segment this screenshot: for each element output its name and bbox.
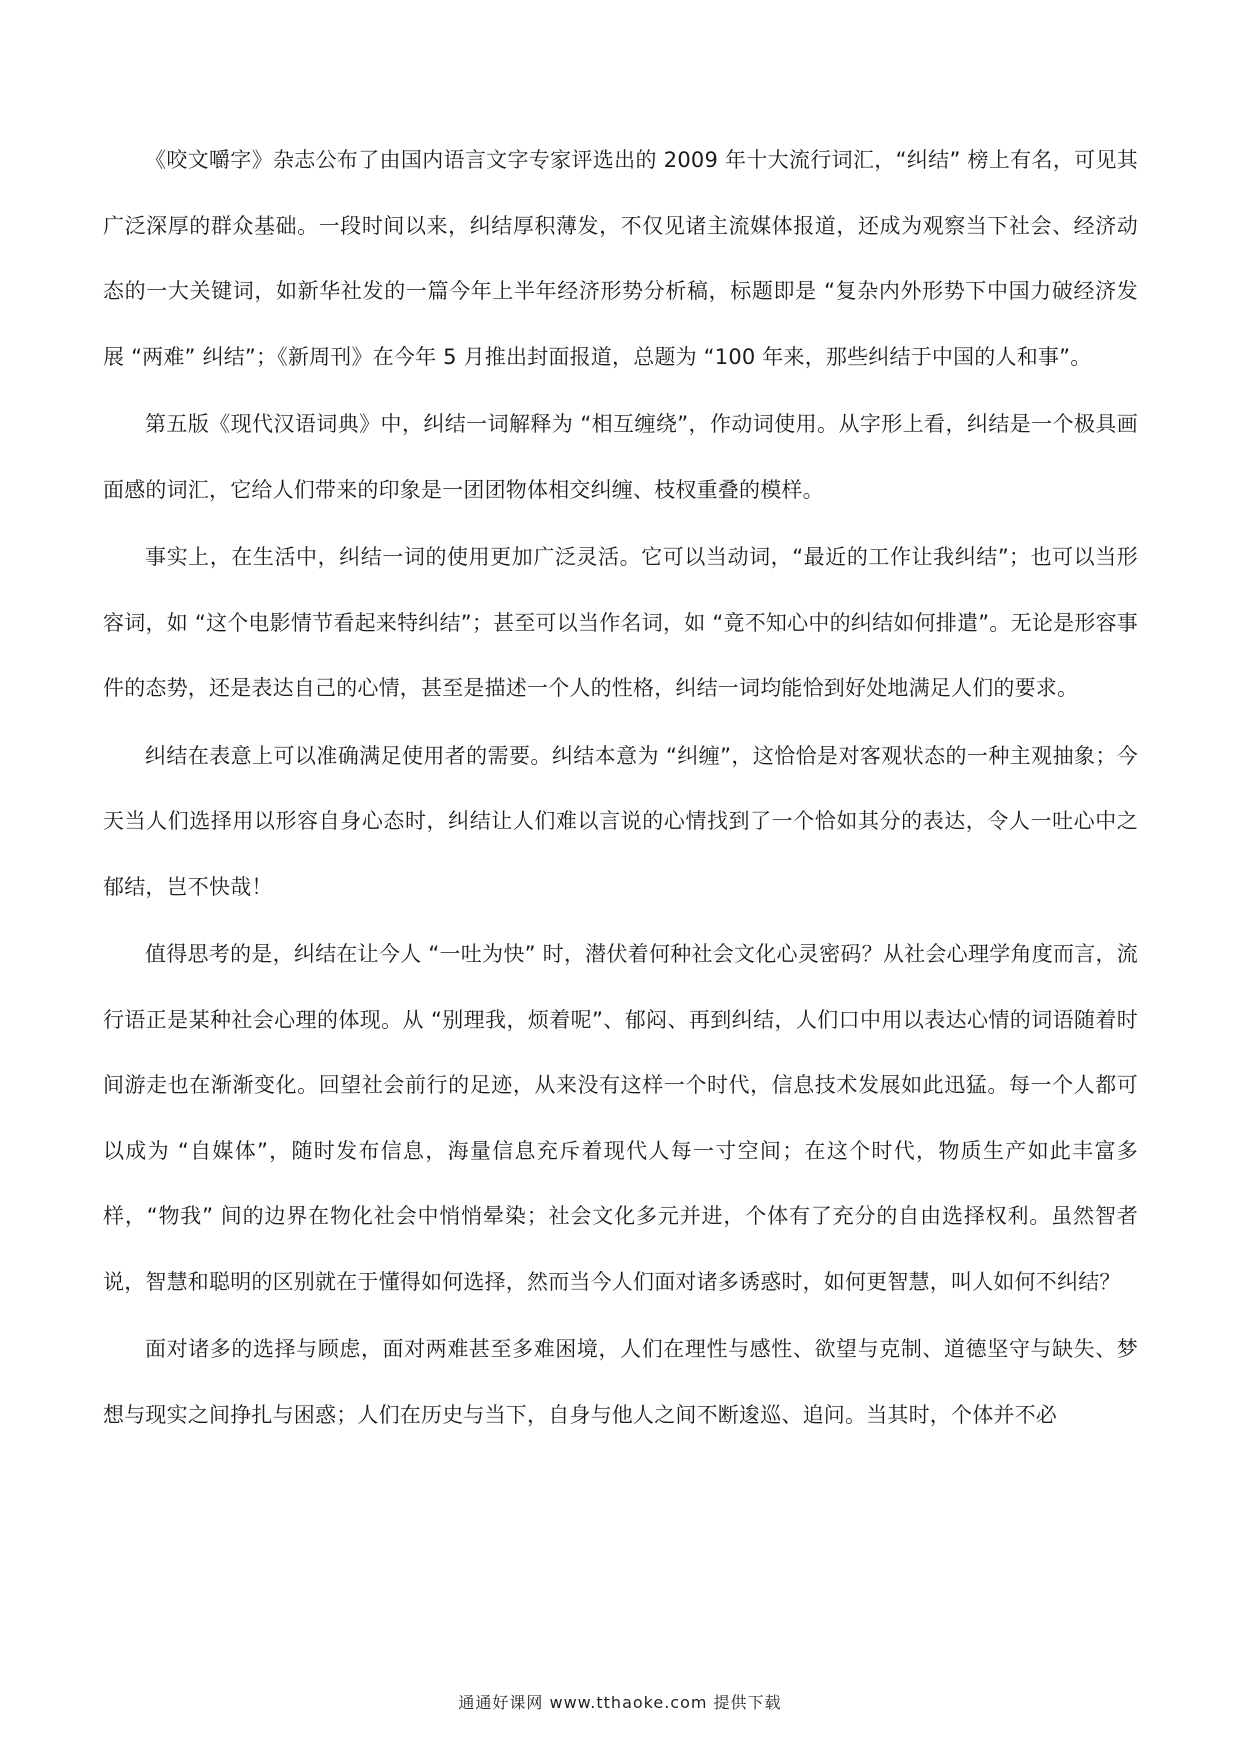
paragraph-2: 第五版《现代汉语词典》中，纠结一词解释为 “相互缠绕”，作动词使用。从字形上看，纠结是一个极具画面感的词汇，它给人们带来的印象是一团团物体相交纠缠、枝杈重叠的模样。 (103, 412, 1138, 502)
paragraph-4: 纠结在表意上可以准确满足使用者的需要。纠结本意为 “纠缠”，这恰恰是对客观状态的一种主观抽象；今天当人们选择用以形容自身心态时，纠结让人们难以言说的心情找到了一个恰如其分的表达，令人一吐心中之郁结，岂不快哉！ (103, 743, 1138, 899)
article-body (103, 128, 1138, 1450)
page-footer: 通通好课网 www.tthaoke.com 提供下载 (458, 1693, 782, 1712)
paragraph-5: 值得思考的是，纠结在让今人 “一吐为快” 时，潜伏着何种社会文化心灵密码？从社会心理学角度而言，流行语正是某种社会心理的体现。从 “别理我，烦着呢”、郁闷、再到纠结，人们口中用以表达心情的词语随着时间游走也在渐渐变化。回望社会前行的足迹，从来没有这样一个时代，信息技术发展如此迅猛。每一个人都可以成为 “自媒体”，随时发布信息，海量信息充斥着现代人每一寸空间；在这个时代，物质生产如此丰富多样，“物我” 间的边界在物化社会中悄悄晕染；社会文化多元并进，个体有了充分的自由选择权利。虽然智者说，智慧和聪明的区别就在于懂得如何选择，然而当今人们面对诸多诱惑时，如何更智慧，叫人如何不纠结？ (103, 942, 1138, 1294)
paragraph-3: 事实上，在生活中，纠结一词的使用更加广泛灵活。它可以当动词，“最近的工作让我纠结”；也可以当形容词，如 “这个电影情节看起来特纠结”；甚至可以当作名词，如 “竟不知心中的纠结如何排遣”。无论是形容事件的态势，还是表达自己的心情，甚至是描述一个人的性格，纠结一词均能恰到好处地满足人们的要求。 (103, 545, 1138, 700)
paragraph-1: 《咬文嚼字》杂志公布了由国内语言文字专家评选出的 2009 年十大流行词汇，“纠结” 榜上有名，可见其广泛深厚的群众基础。一段时间以来，纠结厚积薄发，不仅见诸主流媒体报道，还成为观察当下社会、经济动态的一大关键词，如新华社发的一篇今年上半年经济形势分析稿，标题即是 “复杂内外形势下中国力破经济发展 “两难” 纠结”；《新周刊》在今年 5 月推出封面报道，总题为 “100 年来，那些纠结于中国的人和事”。 (103, 148, 1138, 369)
paragraph-6: 面对诸多的选择与顾虑，面对两难甚至多难困境，人们在理性与感性、欲望与克制、道德坚守与缺失、梦想与现实之间挣扎与困惑；人们在历史与当下，自身与他人之间不断逡巡、追问。当其时，个体并不必 (103, 1337, 1138, 1427)
